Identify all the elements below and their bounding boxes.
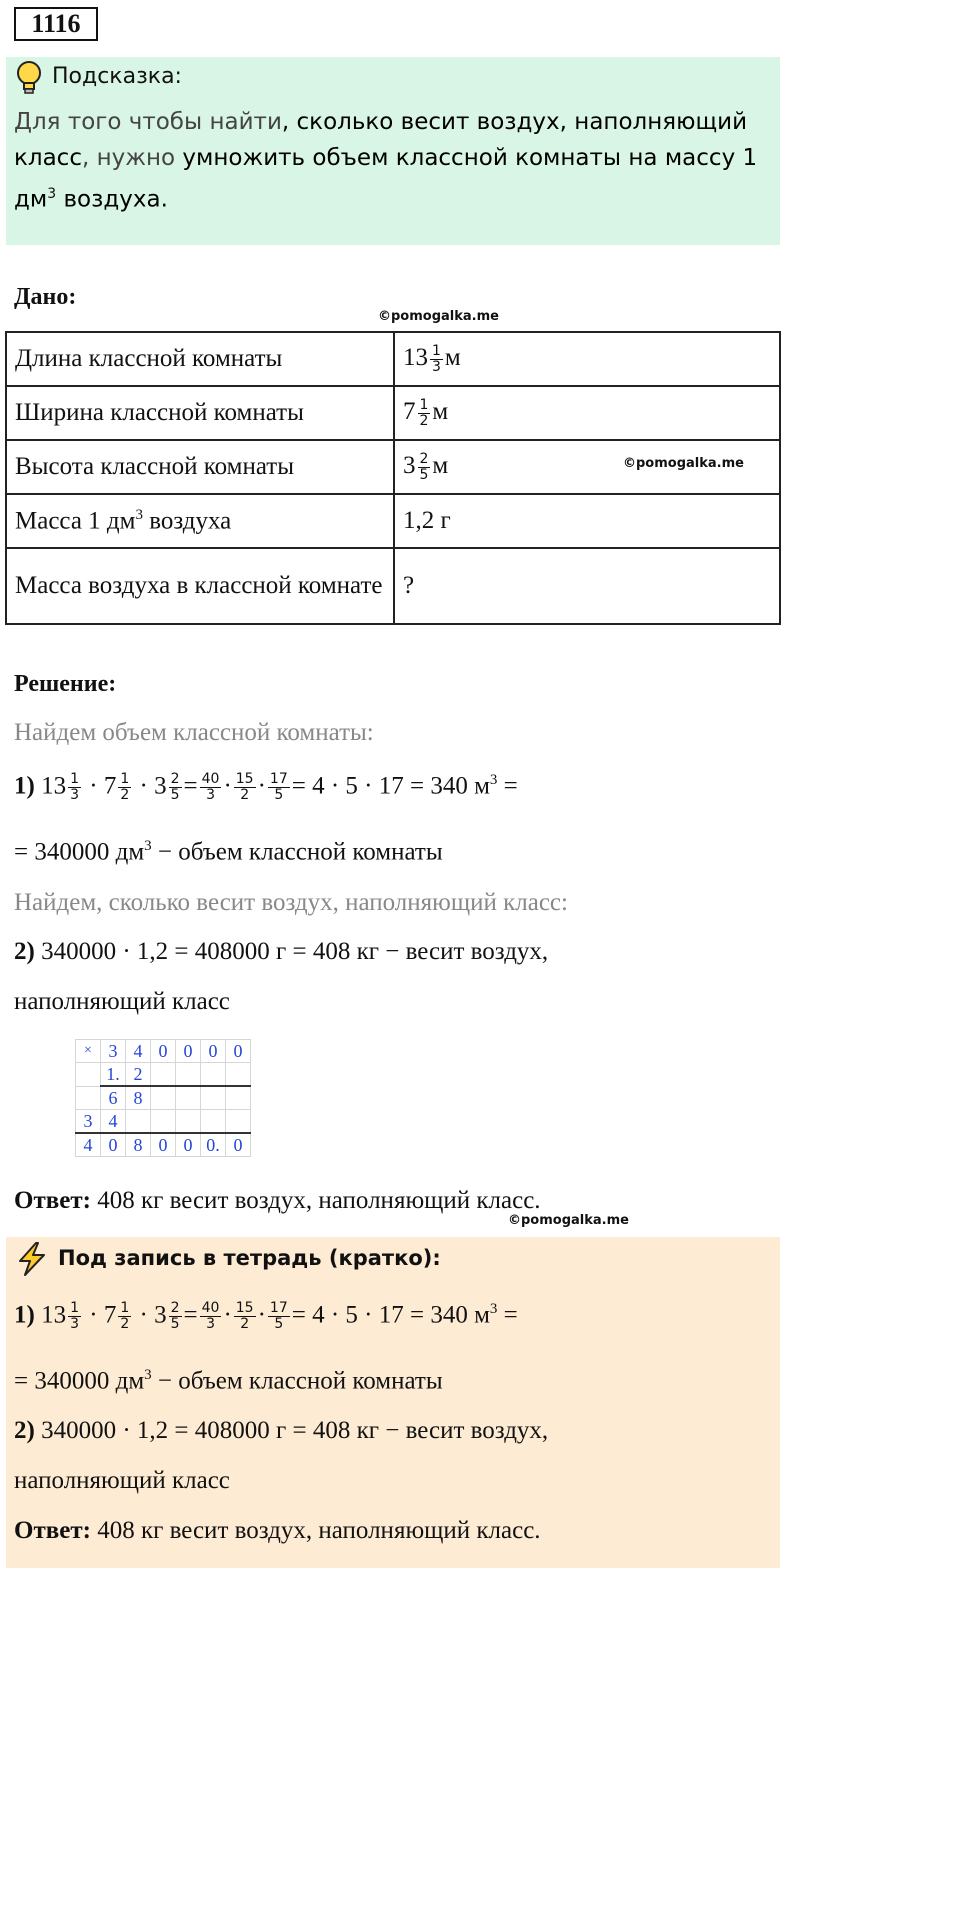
answer-text: 408 кг весит воздух, наполняющий класс. [90,1187,541,1214]
expr-part: · [223,1301,232,1329]
denominator: 2 [120,1316,130,1333]
mult-cell: 2 [126,1063,151,1087]
mult-cell [176,1110,201,1134]
mult-cell [76,1086,101,1110]
note-step1-line2 [14,1367,443,1395]
expr-part: · 7 [89,1301,117,1329]
step2-line1 [14,938,548,966]
mult-cell: 6 [101,1086,126,1110]
numerator: 15 [235,1300,254,1317]
mult-cell [176,1086,201,1110]
numerator: 1 [70,1300,79,1317]
given-label: Масса воздуха в классной комнате [6,548,394,624]
answer-text: 408 кг весит воздух, наполняющий класс. [90,1517,541,1544]
denominator: 3 [432,358,441,375]
table-row [6,548,780,624]
denominator: 2 [240,787,250,804]
mult-cell: 0 [176,1133,201,1157]
step-number: 1) [14,1301,35,1329]
numerator: 1 [432,342,441,359]
exponent: 3 [489,1301,498,1317]
hint-part1: Для того чтобы найти [14,109,282,135]
given-value: ? [394,548,780,624]
hint-unit: дм [14,186,48,213]
mult-cell: 8 [126,1133,151,1157]
given-table [5,331,781,625]
fraction [418,398,431,429]
numerator: 2 [170,771,180,788]
mult-cell [176,1063,201,1087]
expr-part: · [257,772,266,800]
fraction [200,1301,222,1332]
expr-part: 13 [41,1301,67,1329]
answer [14,1187,541,1215]
fraction [200,772,222,803]
label-part: Масса 1 дм [15,507,136,535]
mult-cell: 0 [101,1133,126,1157]
denominator: 3 [70,787,79,804]
mult-cell: 0 [226,1133,251,1157]
step-number: 1) [14,772,35,800]
fraction [169,772,182,803]
exponent: 3 [144,1367,152,1383]
mult-cell [201,1086,226,1110]
notebook-title: Под запись в тетрадь (кратко): [58,1246,441,1270]
mult-cell [226,1063,251,1087]
hint-part4: умножить объем классной комнаты на массу 1 [182,145,758,171]
denominator: 5 [170,787,180,804]
mult-cell [151,1063,176,1087]
numerator: 1 [70,771,79,788]
expr-part: − объем классной комнаты [151,838,443,866]
exponent: 3 [135,506,143,523]
given-value [394,332,780,386]
expr-part: = [183,772,198,800]
expr-part: = 4 · 5 · 17 = 340 м [291,772,490,800]
denominator: 5 [170,1316,180,1333]
expr-part: 340000 · 1,2 = 408000 г = 408 кг − весит воздух, [34,938,549,965]
denominator: 5 [274,1316,284,1333]
step-number: 2) [14,1417,35,1444]
fraction [118,1301,131,1332]
given-value [394,386,780,440]
mult-cell [126,1110,151,1134]
denominator: 5 [419,466,429,483]
given-label: Высота классной комнаты [6,440,394,494]
table-row [6,332,780,386]
numerator: 40 [201,771,220,788]
whole: 7 [403,397,416,425]
expr-part: 13 [41,772,67,800]
mult-cell [226,1086,251,1110]
mult-sign: × [76,1040,101,1063]
note-step2-line1 [14,1417,548,1445]
table-row [6,386,780,440]
denominator: 3 [206,1316,215,1333]
watermark: ©pomogalka.me [508,1213,629,1228]
given-heading: Дано: [14,284,77,310]
expr-part: = 340000 дм [14,838,145,866]
table-row [76,1110,251,1134]
mult-cell: 3 [76,1110,101,1134]
mult-cell: 8 [126,1086,151,1110]
mult-cell [226,1110,251,1134]
fraction [118,772,131,803]
denominator: 3 [70,1316,79,1333]
table-row [76,1086,251,1110]
mult-cell: 0 [201,1040,226,1063]
expr-part: = [497,772,518,800]
mult-cell: 4 [101,1110,126,1134]
expr-part: · 3 [139,772,167,800]
expr-part: 340000 · 1,2 = 408000 г = 408 кг − весит воздух, [34,1417,549,1444]
table-row [76,1040,251,1063]
mult-cell: 0. [201,1133,226,1157]
step-number: 2) [14,938,35,965]
given-value: 1,2 г [394,494,780,548]
watermark: ©pomogalka.me [623,456,744,471]
expr-part: = [183,1301,198,1329]
given-label [6,494,394,548]
numerator: 1 [419,396,429,413]
answer-label: Ответ: [14,1517,91,1544]
table-row [76,1133,251,1157]
fraction [68,1301,81,1332]
numerator: 17 [269,771,288,788]
expr-part: · [223,772,232,800]
numerator: 40 [201,1300,220,1317]
fraction [268,772,290,803]
note-step2-line2: наполняющий класс [14,1467,230,1494]
numerator: 2 [170,1300,180,1317]
watermark: ©pomogalka.me [378,309,499,324]
fraction [234,1301,256,1332]
denominator: 2 [120,787,130,804]
step1-line2 [14,838,443,866]
expr-part: = [497,1301,518,1329]
expr-part: = 4 · 5 · 17 = 340 м [291,1301,490,1329]
fraction [418,452,431,483]
lightbulb-icon [14,60,44,96]
mult-cell: 0 [151,1040,176,1063]
step2-line2: наполняющий класс [14,988,230,1015]
mult-cell [201,1110,226,1134]
whole: 13 [403,343,428,371]
expr-part: − объем классной комнаты [151,1367,443,1395]
mult-cell: 0 [176,1040,201,1063]
exponent: 3 [144,838,152,854]
step1-line1 [14,772,518,803]
given-label: Длина классной комнаты [6,332,394,386]
lightning-icon [14,1241,50,1277]
expr-part: · 3 [139,1301,167,1329]
mult-cell [151,1086,176,1110]
mult-cell [201,1063,226,1087]
unit: м [432,397,449,425]
fraction [430,344,443,375]
hint-part3: , нужно [81,145,183,171]
hint-part2: , сколько весит воздух, наполняющий класс [14,109,748,171]
numerator: 15 [235,771,254,788]
fraction [68,772,81,803]
mult-cell [76,1063,101,1087]
mult-cell: 4 [76,1133,101,1157]
unit: м [432,451,449,479]
fraction [234,772,256,803]
answer-label: Ответ: [14,1187,91,1214]
denominator: 3 [206,787,215,804]
denominator: 5 [274,787,284,804]
table-row [6,494,780,548]
mult-cell: 1. [101,1063,126,1087]
hint-text [14,104,774,218]
hint-title: Подсказка: [52,64,182,89]
expr-part: = 340000 дм [14,1367,145,1395]
mult-cell [151,1110,176,1134]
step1-intro: Найдем объем классной комнаты: [14,719,374,746]
numerator: 2 [419,450,429,467]
expr-part: · 7 [89,772,117,800]
denominator: 2 [419,412,429,429]
label-part: воздуха [142,507,232,535]
unit: м [444,343,461,371]
fraction [169,1301,182,1332]
given-value [394,440,780,494]
denominator: 2 [240,1316,250,1333]
table-row [6,440,780,494]
step2-intro: Найдем, сколько весит воздух, наполняющий класс: [14,889,568,916]
hint-exp: 3 [47,186,57,202]
expr-part: · [257,1301,266,1329]
numerator: 1 [120,1300,130,1317]
solution-heading: Решение: [14,671,117,697]
mult-cell: 4 [126,1040,151,1063]
fraction [268,1301,290,1332]
note-answer [14,1517,541,1545]
hint-part5: воздуха. [56,186,168,213]
note-step1-line1 [14,1301,518,1332]
column-multiplication [75,1039,251,1157]
numerator: 17 [269,1300,288,1317]
table-row [76,1063,251,1087]
mult-cell: 3 [101,1040,126,1063]
given-label: Ширина классной комнаты [6,386,394,440]
mult-cell: 0 [151,1133,176,1157]
task-number: 1116 [14,7,98,41]
exponent: 3 [489,772,498,788]
mult-cell: 0 [226,1040,251,1063]
whole: 3 [403,451,416,479]
numerator: 1 [120,771,130,788]
